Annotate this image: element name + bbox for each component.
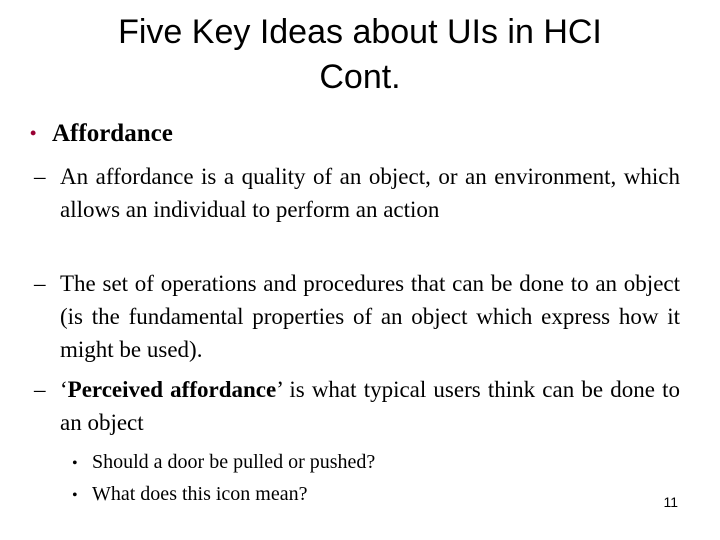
slide-title-line-2: Cont. xyxy=(319,58,401,96)
dash-marker: – xyxy=(34,377,46,402)
sub-point-text: is what typical users think can be done to an object xyxy=(60,377,680,435)
page-number: 11 xyxy=(663,494,678,510)
slide-title xyxy=(40,10,680,100)
main-bullet-label: Affordance xyxy=(52,120,173,147)
main-bullet xyxy=(30,116,173,151)
dash-marker: – xyxy=(34,164,46,189)
bullet-dot-icon: • xyxy=(30,123,37,143)
sub-point-perceived-affordance xyxy=(34,373,680,439)
perceived-affordance-term: Perceived affordance xyxy=(67,377,277,402)
sub-point-text: The set of operations and procedures that can be done to an object (is the fundamental properties of an object which express how it might be used). xyxy=(60,271,680,362)
sub-point-definition xyxy=(34,160,680,226)
open-quote: ‘ xyxy=(60,377,68,402)
nested-bullet-text: Should a door be pulled or pushed? xyxy=(92,451,376,473)
nested-bullet-text: What does this icon mean? xyxy=(92,483,308,505)
sub-point-text: An affordance is a quality of an object, or an environment, which allows an individual to perform an action xyxy=(60,164,680,222)
dash-marker: – xyxy=(34,271,46,296)
nested-bullet-door xyxy=(72,448,375,478)
close-quote: ’ xyxy=(276,377,283,402)
bullet-dot-icon: • xyxy=(72,487,78,504)
slide-title-line-1: Five Key Ideas about UIs in HCI xyxy=(118,13,602,51)
nested-bullet-icon-meaning xyxy=(72,480,308,510)
bullet-dot-icon: • xyxy=(72,455,78,472)
sub-point-operations xyxy=(34,267,680,366)
